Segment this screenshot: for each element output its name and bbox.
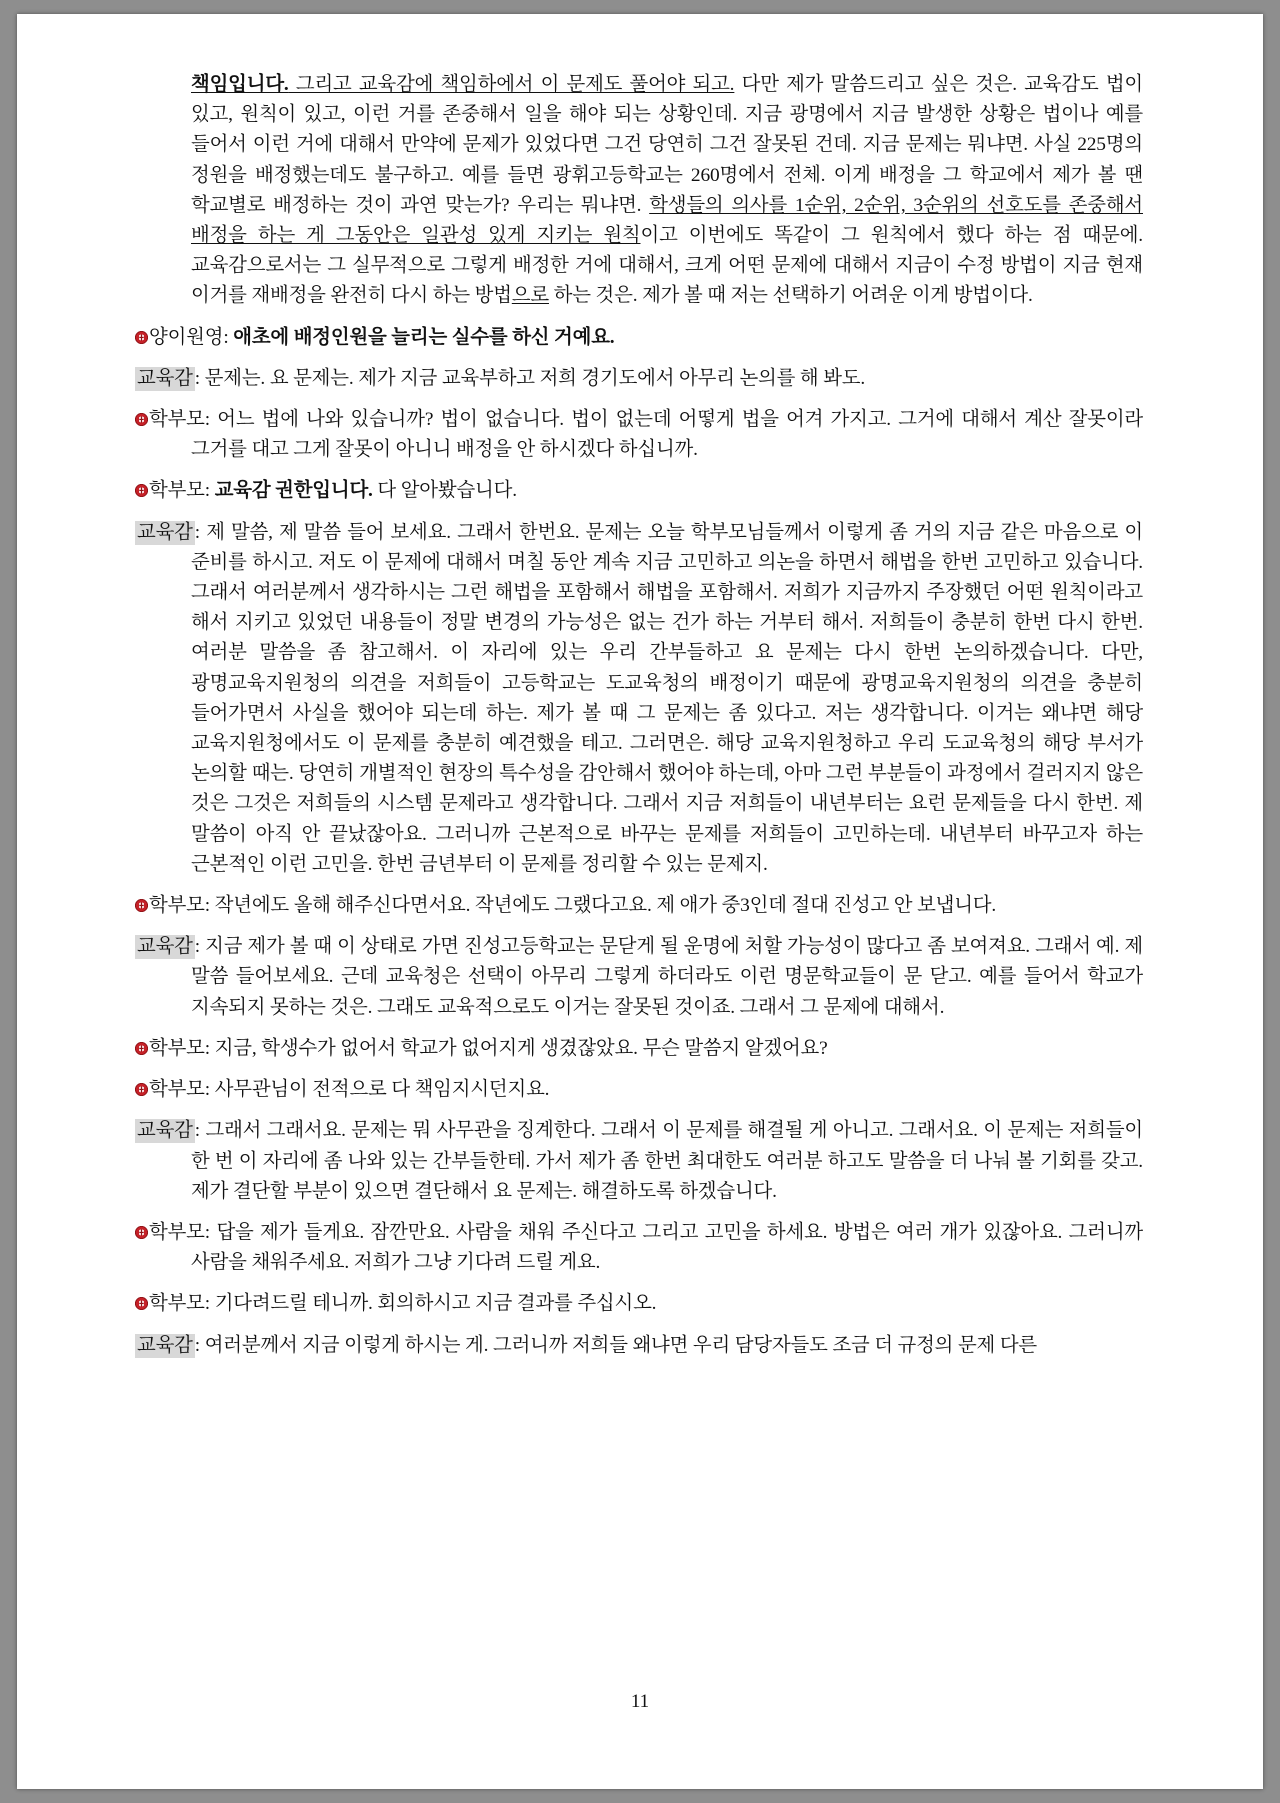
speaker-label: 교육감 (137, 1120, 193, 1142)
transcript-turn (135, 1289, 1143, 1319)
text-run: 작년에도 올해 해주신다면서요. 작년에도 그랬다고요. 제 애가 중3인데 절대 진성고 안 보냅니다. (214, 895, 997, 917)
red-seal-icon (135, 1083, 148, 1096)
red-seal-icon (135, 1042, 148, 1055)
speaker-label-colon: : (194, 521, 207, 543)
turn-text (135, 1289, 1143, 1319)
turn-text (135, 364, 1143, 394)
speaker-label: 교육감 (137, 521, 193, 543)
transcript-turn (135, 1075, 1143, 1105)
red-seal-icon (135, 1297, 148, 1310)
speaker-label-colon: : (204, 1037, 215, 1059)
text-run: 교육감 권한입니다. (214, 480, 373, 502)
transcript-turn (135, 1116, 1143, 1207)
speaker-label-colon: : (204, 1221, 217, 1243)
transcript-turn (135, 891, 1143, 921)
speaker-label-colon: : (194, 1334, 205, 1356)
turn-text (135, 1116, 1143, 1207)
red-seal-icon (135, 331, 148, 344)
transcript-turn (135, 932, 1143, 1023)
speaker-label: 학부모 (149, 1221, 205, 1243)
text-run: 애초에 배정인원을 늘리는 실수를 하신 거예요. (233, 326, 615, 348)
text-run: 이고 이번에도 똑같이 그 원칙에서 했다 하는 점 때문에. 교육감으로서는 그 실무적으로 그렇게 배정한 거에 대해서, 크게 어떤 문제에 대해서 지금이 수정 방법이 지금 현재 이거를 재배정을 완전히 다시 하는 방법 (191, 225, 1143, 307)
turn-text (135, 1075, 1143, 1105)
text-run: 책임입니다. (191, 74, 289, 95)
speaker-label-colon: : (204, 1079, 215, 1101)
speaker-label: 교육감 (137, 367, 193, 389)
transcript-turn (135, 518, 1143, 880)
speaker-label: 학부모 (149, 480, 205, 502)
speaker-label: 학부모 (149, 1293, 205, 1315)
text-run: 지금 제가 볼 때 이 상태로 가면 진성고등학교는 문닫게 될 운명에 처할 가능성이 많다고 좀 보여져요. 그래서 예. 제 말씀 들어보세요. 근데 교육청은 선택이 아무리 그렇게 하더라도 이런 명문학교들이 문 닫고. 예를 들어서 학교가 지속되지 못하는 것은. 그래도 교육적으로도 이거는 잘못된 것이죠. 그래서 그 문제에 대해서. (191, 936, 1143, 1018)
text-run: 하는 것은. 제가 볼 때 저는 선택하기 어려운 이게 방법이다. (548, 285, 1033, 307)
speaker-label-colon: : (223, 326, 234, 348)
turn-text (135, 1034, 1143, 1064)
text-run: 다 알아봤습니다. (372, 480, 517, 502)
text-run: 그래서 그래서요. 문제는 뭐 사무관을 징계한다. 그래서 이 문제를 해결될 게 아니고. 그래서요. 이 문제는 저희들이 한 번 이 자리에 좀 나와 있는 간부들한테. 가서 제가 좀 한번 최대한도 여러분 하고도 말씀을 더 나눠 볼 기회를 갖고. 제가 결단할 부분이 있으면 결단해서 요 문제는. 해결하도록 하겠습니다. (191, 1120, 1143, 1202)
turn-text (135, 932, 1143, 1023)
speaker-label: 학부모 (149, 895, 205, 917)
text-run: 학생들의 의사를 1순위, 2순위, 3순위의 선호도를 존중해서 배정을 하는 게 그동안은 일관성 있게 지키는 원칙 (191, 194, 1143, 247)
turn-text (135, 891, 1143, 921)
turn-text (135, 1218, 1143, 1278)
speaker-label-colon: : (204, 895, 215, 917)
turn-text (135, 70, 1143, 312)
text-run: 그리고 교육감에 책임하에서 이 문제도 풀어야 되고. (288, 74, 735, 95)
red-seal-icon (135, 1226, 148, 1239)
transcript-turn (135, 1218, 1143, 1278)
transcript-turn (135, 323, 1143, 353)
speaker-label-colon: : (194, 367, 205, 389)
document-page (17, 14, 1263, 1789)
transcript-turn (135, 1331, 1143, 1361)
text-run: 여러분께서 지금 이렇게 하시는 게. 그러니까 저희들 왜냐면 우리 담당자들도 조금 더 규정의 문제 다른 (204, 1334, 1037, 1356)
speaker-label: 학부모 (149, 1037, 205, 1059)
transcript-turn (135, 476, 1143, 506)
speaker-label-colon: : (204, 409, 218, 431)
turn-text (135, 476, 1143, 506)
text-run: 어느 법에 나와 있습니까? 법이 없습니다. 법이 없는데 어떻게 법을 어겨 가지고. 그거에 대해서 계산 잘못이라 그거를 대고 그게 잘못이 아니니 배정을 안 하시겠다 하십니까. (191, 409, 1143, 461)
text-run: 제 말씀, 제 말씀 들어 보세요. 그래서 한번요. 문제는 오늘 학부모님들께서 이렇게 좀 거의 지금 같은 마음으로 이 준비를 하시고. 저도 이 문제에 대해서 며칠 동안 계속 지금 고민하고 의논을 하면서 해법을 한번 고민하고 있습니다. 그래서 여러분께서 생각하시는 그런 해법을 포함해서 해법을 포함해서. 저희가 지금까지 주장했던 어떤 원칙이라고 해서 지키고 있었던 내용들이 정말 변경의 가능성은 없는 건가 하는 거부터 해서. 저희들이 충분히 한번 다시 한번. 여러분 말씀을 좀 참고해서. 이 자리에 있는 우리 간부들하고 요 문제는 다시 한번 논의하겠습니다. 다만, 광명교육지원청의 의견을 저희들이 고등학교는 도교육청의 배정이기 때문에 광명교육지원청의 의견을 충분히 들어가면서 사실을 했어야 되는데 하는. 제가 볼 때 그 문제는 좀 있다고. 저는 생각합니다. 이거는 왜냐면 해당 교육지원청에서도 이 문제를 충분히 예견했을 테고. 그러면은. 해당 교육지원청하고 우리 도교육청의 해당 부서가 논의할 때는. 당연히 개별적인 현장의 특수성을 감안해서 했어야 하는데, 아마 그런 부분들이 과정에서 걸러지지 않은 것은 그것은 저희들의 시스템 문제라고 생각합니다. 그래서 지금 저희들이 내년부터는 요런 문제들을 다시 한번. 제 말씀이 아직 안 끝났잖아요. 그러니까 근본적으로 바꾸는 문제를 저희들이 고민하는데. 내년부터 바꾸고자 하는 근본적인 이런 고민을. 한번 금년부터 이 문제를 정리할 수 있는 문제지. (191, 521, 1144, 875)
speaker-label: 양이원영 (149, 326, 224, 348)
speaker-label: 학부모 (149, 409, 205, 431)
turn-text (135, 405, 1143, 465)
page-number: 11 (630, 1691, 650, 1712)
text-run: 답을 제가 들게요. 잠깐만요. 사람을 채워 주신다고 그리고 고민을 하세요. 방법은 여러 개가 있잖아요. 그러니까 사람을 채워주세요. 저희가 그냥 기다려 드릴 게요. (191, 1221, 1144, 1274)
speaker-label: 학부모 (149, 1079, 205, 1101)
transcript-body (135, 70, 1143, 1361)
speaker-label: 교육감 (137, 936, 193, 958)
text-run: 사무관님이 전적으로 다 책임지시던지요. (214, 1079, 550, 1101)
transcript-turn (135, 405, 1143, 465)
speaker-label-colon: : (194, 936, 206, 958)
turn-text (135, 518, 1143, 880)
text-run: 문제는. 요 문제는. 제가 지금 교육부하고 저희 경기도에서 아무리 논의를 해 봐도. (204, 367, 866, 389)
turn-text (135, 1331, 1143, 1361)
text-run: 다만 제가 말씀드리고 싶은 것은. 교육감도 법이 있고, 원칙이 있고, 이런 거를 존중해서 일을 해야 되는 상황인데. 지금 광명에서 지금 발생한 상황은 법이나 예를 들어서 이런 거에 대해서 만약에 문제가 있었다면 그건 당연히 그건 잘못된 건데. 지금 문제는 뭐냐면. 사실 225명의 정원을 배정했는데도 불구하고. 예를 들면 광휘고등학교는 260명에서 전체. 이게 배정을 그 학교에서 제가 볼 땐 학교별로 배정하는 것이 과연 맞는가? 우리는 뭐냐면. (191, 74, 1143, 216)
speaker-label-colon: : (194, 1120, 206, 1142)
speaker-label-colon: : (204, 480, 215, 502)
text-run: 으로 (511, 285, 549, 307)
speaker-label-colon: : (204, 1293, 215, 1315)
transcript-turn (135, 364, 1143, 394)
text-run: 지금, 학생수가 없어서 학교가 없어지게 생겼잖았요. 무슨 말씀지 알겠어요? (214, 1037, 828, 1059)
transcript-turn (135, 1034, 1143, 1064)
red-seal-icon (135, 484, 148, 497)
transcript-turn (135, 70, 1143, 312)
turn-text (135, 323, 1143, 353)
text-run: 기다려드릴 테니까. 회의하시고 지금 결과를 주십시오. (214, 1293, 657, 1315)
red-seal-icon (135, 413, 148, 426)
speaker-label: 교육감 (137, 1334, 193, 1356)
red-seal-icon (135, 899, 148, 912)
